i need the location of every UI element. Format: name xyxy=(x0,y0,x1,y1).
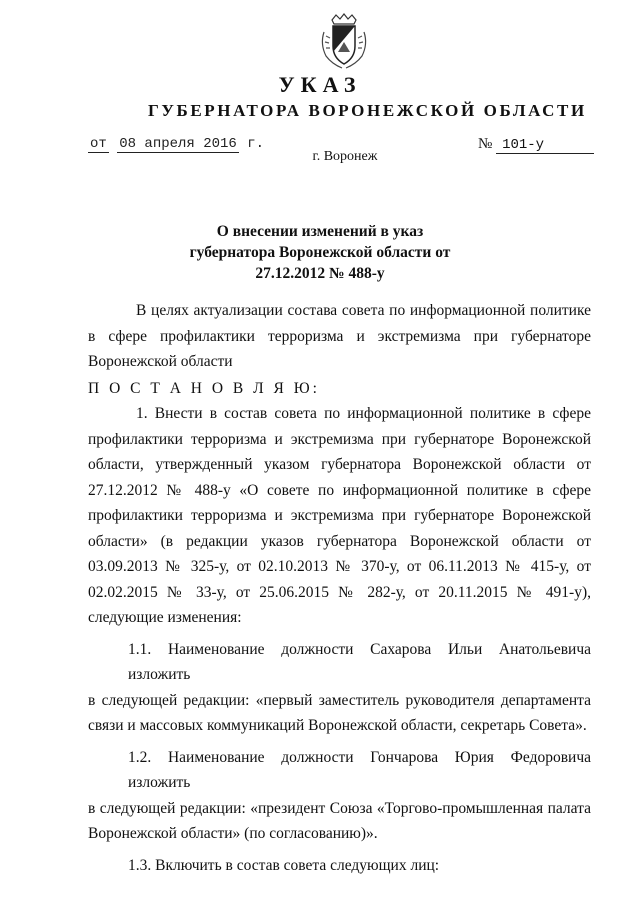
decree-body xyxy=(88,298,591,878)
text-line: Воронежской области» (по согласованию)». xyxy=(88,825,378,842)
date-suffix: г. xyxy=(247,136,265,152)
text-line: области» (в редакции указов губернатора Воронежской области от xyxy=(88,532,591,550)
number-value: 101-у xyxy=(496,137,594,154)
decree-heading xyxy=(0,221,640,284)
heading-line: О внесении изменений в указ xyxy=(216,223,424,240)
text-line: 1. Внести в состав совета по информационной политике в сфере xyxy=(136,405,591,422)
decree-city: г. Воронеж xyxy=(312,149,378,164)
date-value: 08 апреля 2016 xyxy=(119,136,237,152)
text-line: профилактики терроризма и экстремизма при губернаторе Воронежской xyxy=(88,430,591,448)
decree-subtitle: ГУБЕРНАТОРА ВОРОНЕЖСКОЙ ОБЛАСТИ xyxy=(148,101,587,120)
text-line: 27.12.2012 № 488-у «О совете по информационной политике в сфере xyxy=(88,481,591,499)
text-line: В целях актуализации состава совета по информационной политике xyxy=(136,302,591,319)
item-1-1-paragraph xyxy=(88,637,591,739)
intro-paragraph xyxy=(88,298,591,375)
heading-line: губернатора Воронежской области от xyxy=(189,244,451,261)
text-line: области, утвержденный указом губернатора Воронежской области от xyxy=(88,456,591,473)
text-line: в следующей редакции: «первый заместитель руководителя департамента xyxy=(88,691,591,709)
text-line: 1.1. Наименование должности Сахарова Ильи Анатольевича изложить xyxy=(128,640,591,683)
text-line: 1.2. Наименование должности Гончарова Юрия Федоровича изложить xyxy=(128,748,591,791)
text-line: 02.02.2015 № 33-у, от 25.06.2015 № 282-у, от 20.11.2015 № 491-у), xyxy=(88,583,591,601)
text-line: следующие изменения: xyxy=(88,609,242,626)
text-line: в сфере профилактики терроризма и экстремизма при губернаторе xyxy=(88,327,591,345)
text-line: в следующей редакции: «президент Союза «Торгово-промышленная палата xyxy=(88,799,591,817)
item-1-2-paragraph xyxy=(88,745,591,847)
postanovlyayu: П О С Т А Н О В Л Я Ю: xyxy=(88,379,320,397)
decree-title: УКАЗ xyxy=(278,72,362,97)
date-prefix: от xyxy=(90,136,107,152)
heading-line: 27.12.2012 № 488-у xyxy=(255,265,385,282)
text-line: профилактики терроризма и экстремизма при губернаторе Воронежской xyxy=(88,507,591,524)
coat-of-arms-icon xyxy=(318,12,370,72)
item-1-paragraph xyxy=(88,401,591,631)
item-1-3-paragraph xyxy=(88,853,591,879)
text-line: Воронежской области xyxy=(88,353,233,370)
number-sign: № xyxy=(478,136,493,152)
text-line: 1.3. Включить в состав совета следующих лиц: xyxy=(128,856,440,874)
text-line: 03.09.2013 № 325-у, от 02.10.2013 № 370-у, от 06.11.2013 № 415-у, от xyxy=(88,558,591,575)
text-line: связи и массовых коммуникаций Воронежской области, секретарь Совета». xyxy=(88,717,587,734)
